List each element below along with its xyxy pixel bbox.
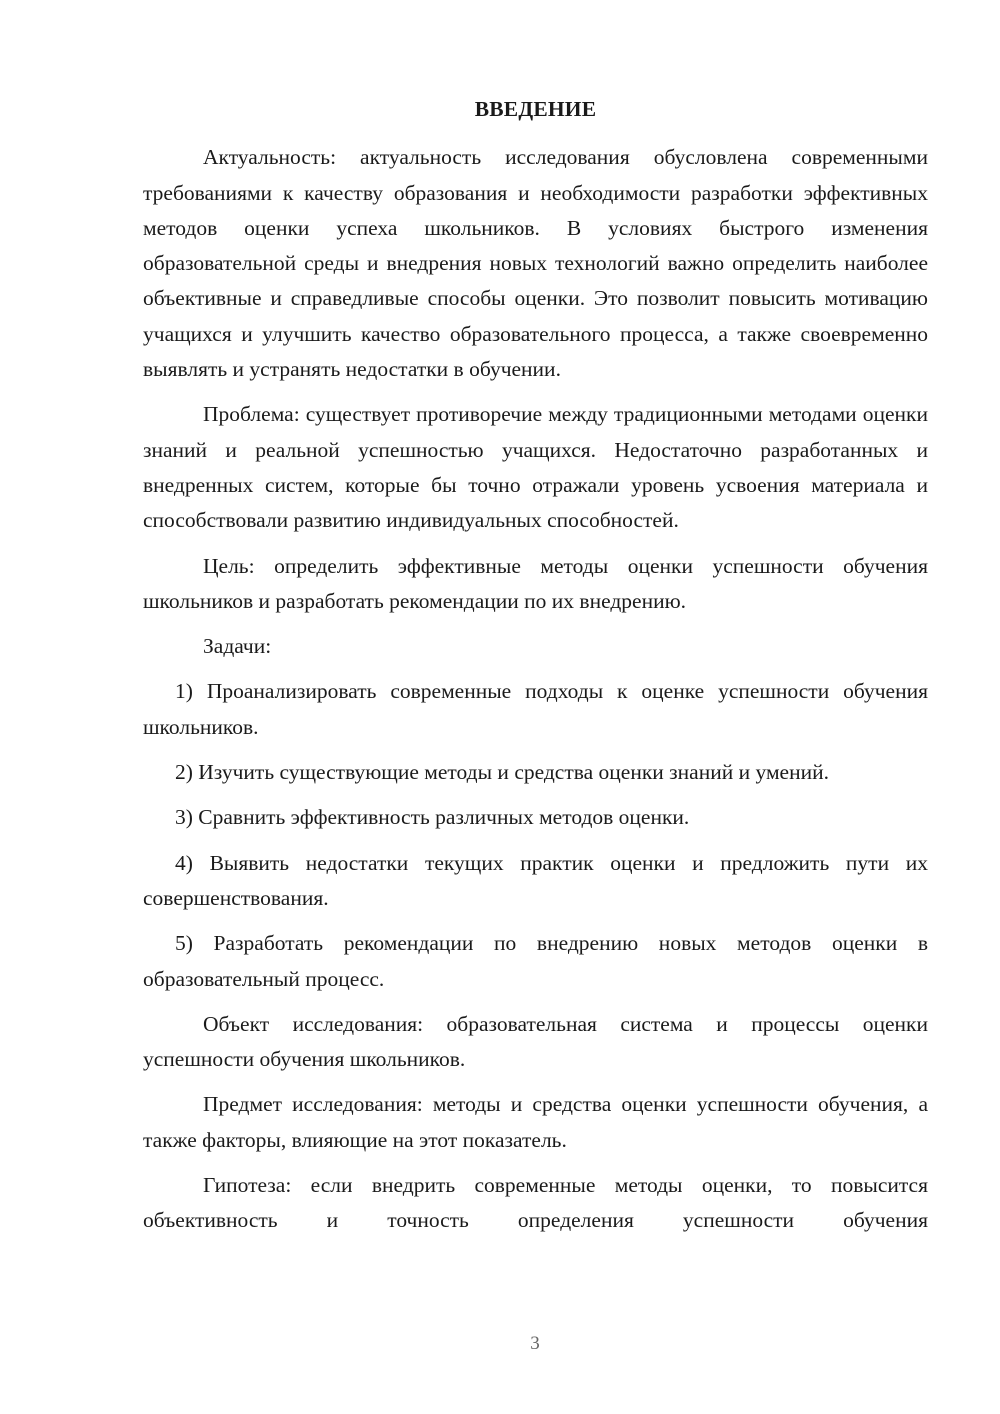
task-item-3: 3) Сравнить эффективность различных методов оценки.: [175, 805, 690, 830]
task-item-5: 5) Разработать рекомендации по внедрению новых методов оценки в образовательный процесс.: [143, 931, 928, 991]
task-item-1: 1) Проанализировать современные подходы к оценке успешности обучения школьников.: [143, 679, 928, 739]
task-item-2: 2) Изучить существующие методы и средства оценки знаний и умений.: [175, 760, 829, 785]
paragraph-goal: Цель: определить эффективные методы оценки успешности обучения школьников и разработать рекомендации по их внедрению.: [143, 553, 928, 613]
paragraph-relevance: Актуальность: актуальность исследования обусловлена современными требованиями к качеству образования и необходимости разработки эффективных методов оценки успеха школьников. В условиях быстрого изменения образовательной среды и внедрения новых технологий важно определить наиболее объективные и справедливые способы оценки. Это позволит повысить мотивацию учащихся и улучшить качество образовательного процесса, а также своевременно выявлять и устранять недостатки в обучении.: [143, 145, 928, 382]
page-number: 3: [530, 1333, 540, 1354]
paragraph-problem: Проблема: существует противоречие между традиционными методами оценки знаний и реальной успешностью учащихся. Недостаточно разработанных и внедренных систем, которые бы точно отражали уровень усвоения материала и способствовали развитию индивидуальных способностей.: [143, 402, 928, 533]
paragraph-hypothesis: Гипотеза: если внедрить современные методы оценки, то повысится объективность и точность определения успешности обучения: [143, 1173, 928, 1233]
paragraph-subject: Предмет исследования: методы и средства оценки успешности обучения, а также факторы, влияющие на этот показатель.: [143, 1092, 928, 1152]
page-content: [143, 92, 928, 1249]
paragraph-object: Объект исследования: образовательная система и процессы оценки успешности обучения школьников.: [143, 1011, 928, 1072]
tasks-heading: Задачи:: [203, 634, 272, 659]
task-item-4: 4) Выявить недостатки текущих практик оценки и предложить пути их совершенствования.: [143, 850, 928, 910]
page-title: ВВЕДЕНИЕ: [474, 97, 597, 121]
